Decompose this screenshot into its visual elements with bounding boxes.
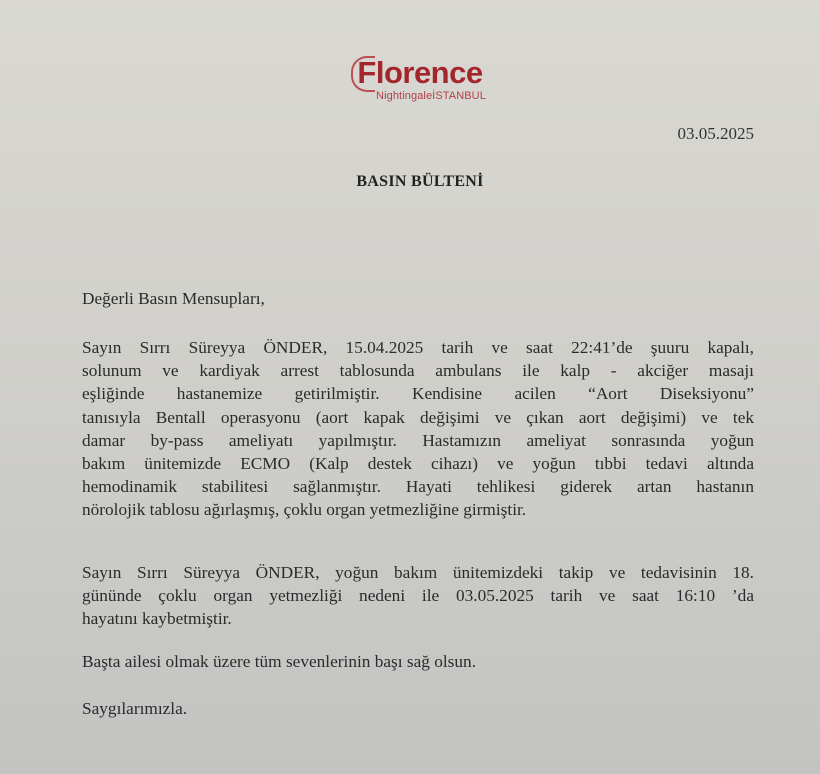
logo-subtitle: NightingaleİSTANBUL [376,90,486,102]
letterhead-logo [0,56,820,102]
closing: Saygılarımızla. [82,699,188,718]
paragraph-line: damar by-pass ameliyatı yapılmıştır. Hastamızın ameliyat sonrasında yoğun [82,430,754,450]
document-date: 03.05.2025 [677,124,754,143]
paragraph-line: gününde çoklu organ yetmezliği nedeni ile 03.05.2025 tarih ve saat 16:10 ’da [82,586,754,606]
paragraph-3: Başta ailesi olmak üzere tüm sevenlerinin başı sağ olsun. [82,652,477,671]
document-title: BASIN BÜLTENİ [356,173,484,190]
paragraph-line: hemodinamik stabilitesi sağlanmıştır. Hayati tehlikesi giderek artan hastanın [82,477,754,497]
logo-wordmark [357,56,482,90]
paragraph-line: hayatını kaybetmiştir. [82,609,232,629]
logo-arc-icon [351,56,375,92]
paragraph-line: Sayın Sırrı Süreyya ÖNDER, yoğun bakım ünitemizdeki takip ve tedavisinin 18. [82,563,754,582]
greeting: Değerli Basın Mensupları, [82,289,265,308]
paragraph-line: nörolojik tablosu ağırlaşmış, çoklu organ yetmezliğine girmiştir. [82,500,527,520]
paragraph-2 [82,561,754,631]
paragraph-line: tanısıyla Bentall operasyonu (aort kapak değişimi ve çıkan aort değişimi) ve tek [82,407,754,427]
logo-main-text: Florence [357,55,483,90]
paragraph-1 [82,336,754,522]
paragraph-line: solunum ve kardiyak arrest tablosunda ambulans ile kalp - akciğer masajı [82,361,754,381]
paragraph-line: eşliğinde hastanemize getirilmiştir. Kendisine acilen “Aort Diseksiyonu” [82,384,754,404]
paragraph-line: Sayın Sırrı Süreyya ÖNDER, 15.04.2025 tarih ve saat 22:41’de şuuru kapalı, [82,338,754,357]
paragraph-line: bakım ünitemizde ECMO (Kalp destek cihazı) ve yoğun tıbbi tedavi altında [82,454,754,474]
